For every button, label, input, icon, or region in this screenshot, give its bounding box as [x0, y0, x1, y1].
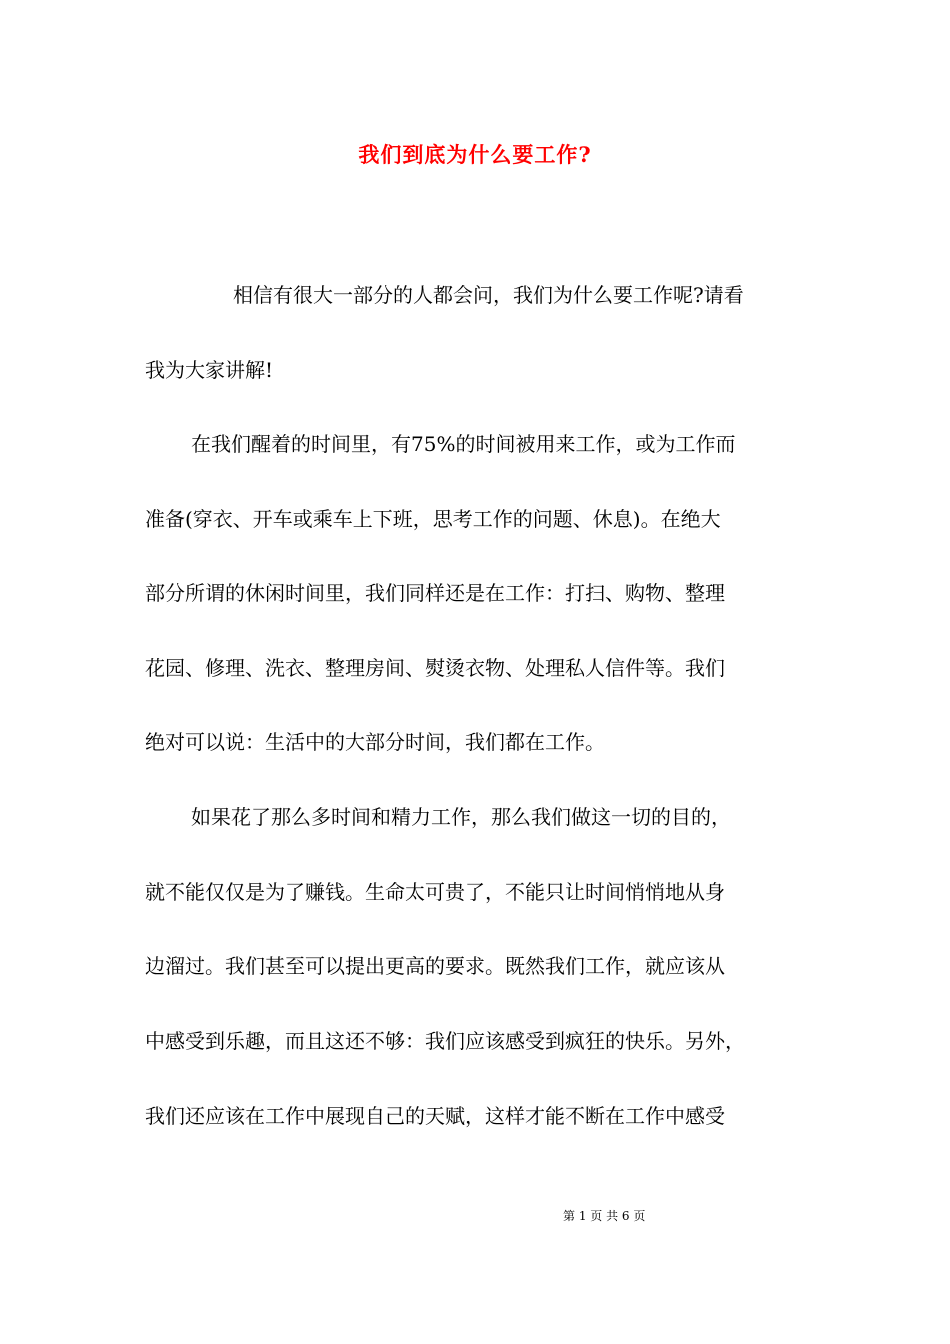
- paragraph-line: 我为大家讲解!: [145, 358, 274, 382]
- paragraph-line: 就不能仅仅是为了赚钱。生命太可贵了，不能只让时间悄悄地从身: [145, 880, 725, 904]
- paragraph-line: 花园、修理、洗衣、整理房间、熨烫衣物、处理私人信件等。我们: [145, 656, 725, 680]
- paragraph-line: 绝对可以说：生活中的大部分时间，我们都在工作。: [145, 730, 605, 754]
- paragraph-line: 边溜过。我们甚至可以提出更高的要求。既然我们工作，就应该从: [145, 954, 725, 978]
- paragraph-line: 部分所谓的休闲时间里，我们同样还是在工作：打扫、购物、整理: [145, 581, 725, 605]
- paragraph-line: 我们还应该在工作中展现自己的天赋，这样才能不断在工作中感受: [145, 1104, 725, 1128]
- paragraph-line: 在我们醒着的时间里，有75%的时间被用来工作，或为工作而: [191, 432, 736, 456]
- paragraph-line: 如果花了那么多时间和精力工作，那么我们做这一切的目的，: [191, 805, 731, 829]
- document-title: 我们到底为什么要工作?: [358, 142, 592, 167]
- paragraph-line: 准备(穿衣、开车或乘车上下班，思考工作的问题、休息)。在绝大: [145, 507, 721, 531]
- paragraph-line: 相信有很大一部分的人都会问，我们为什么要工作呢?请看: [233, 283, 744, 307]
- paragraph-line: 中感受到乐趣，而且这还不够：我们应该感受到疯狂的快乐。另外，: [145, 1029, 745, 1053]
- page-number-footer: 第 1 页 共 6 页: [563, 1209, 646, 1223]
